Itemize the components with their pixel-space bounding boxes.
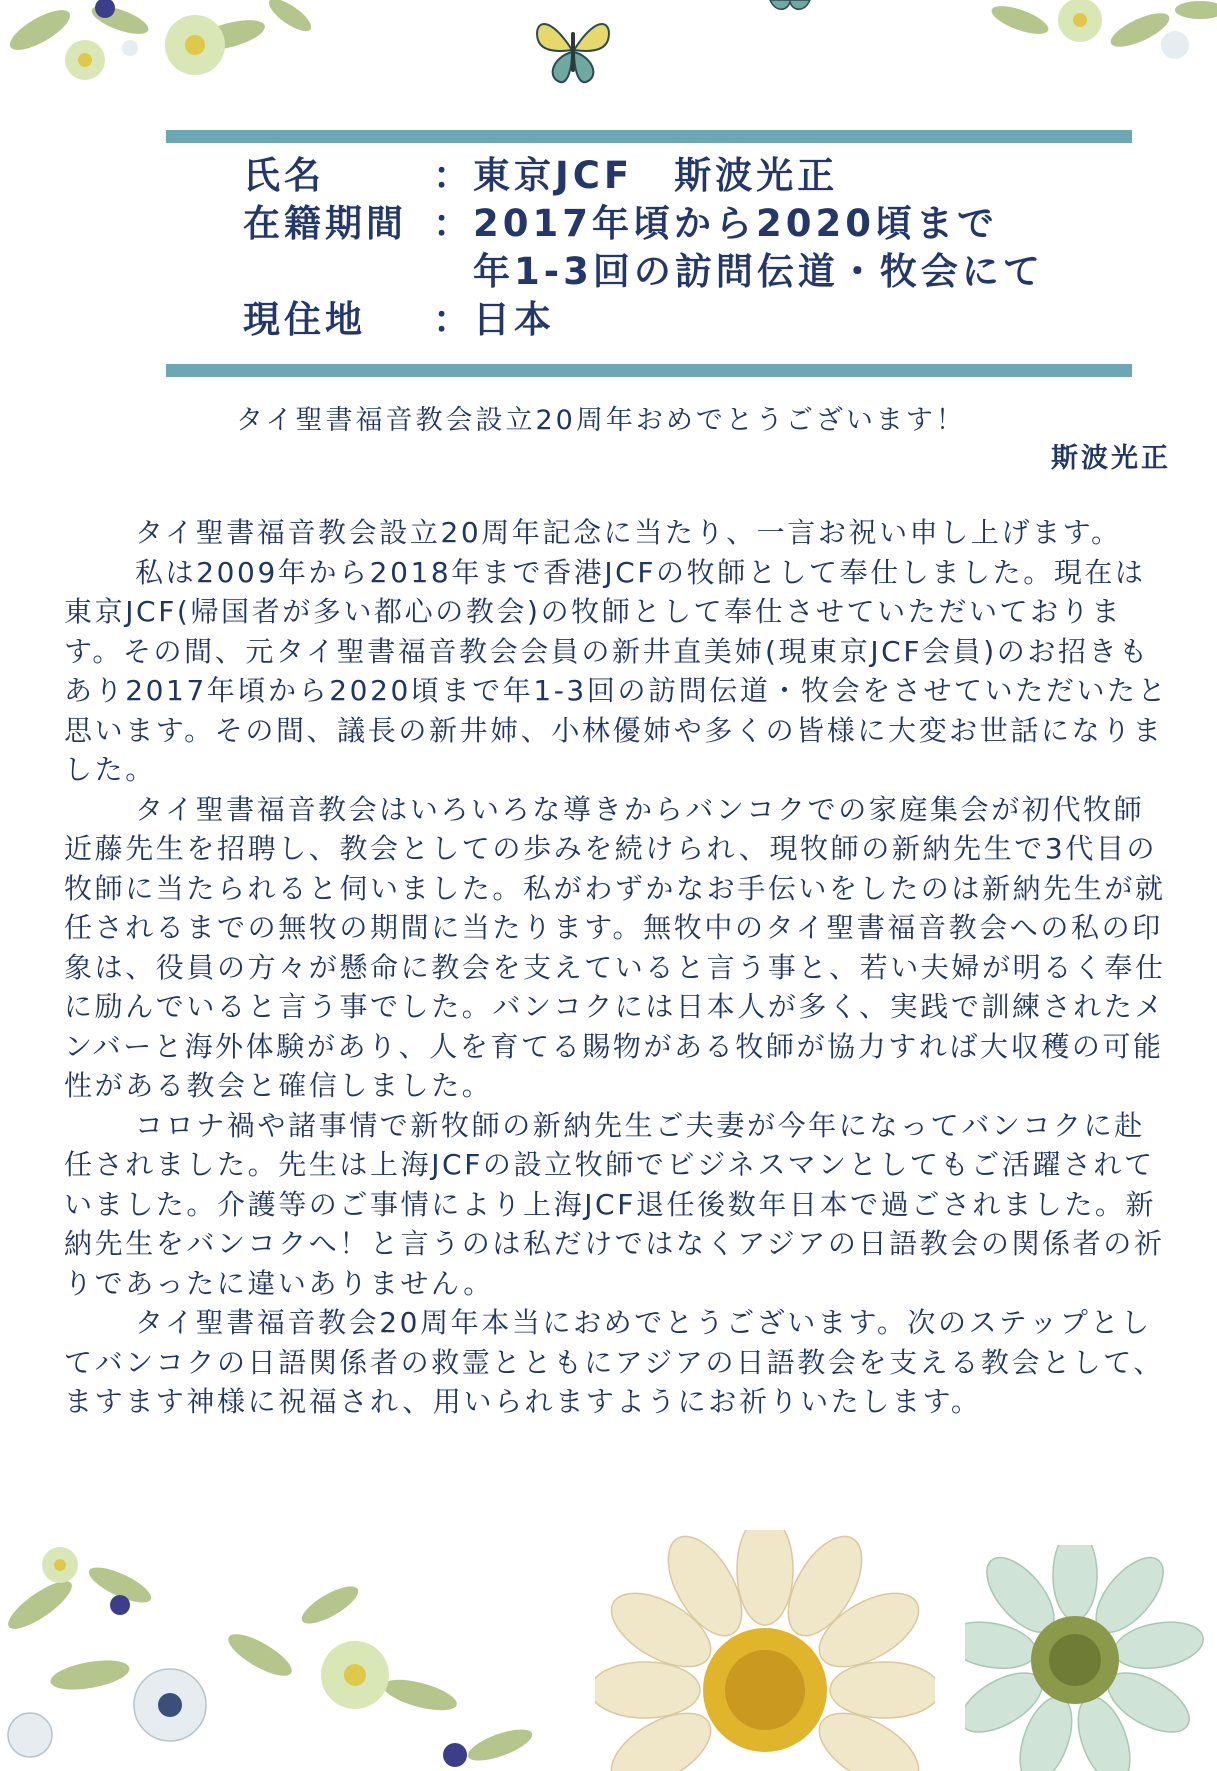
body-paragraph-3: タイ聖書福音教会はいろいろな導きからバンコクでの家庭集会が初代牧師近藤先生を招聘し、教会としての歩みを続けられ、現牧師の新納先生で3代目の牧師に当たられると伺いました。私がわずかなお手伝いをしたのは新納先生が就任されるまでの無牧の期間に当たります。無牧中のタイ聖書福音教会への私の印象は、役員の方々が懸命に教会を支えていると言う事と、若い夫婦が明るく奉仕に励んでいると言う事でした。バンコクには日本人が多く、実践で訓練されたメンバーと海外体験があり、人を育てる賜物がある牧師が協力すれば大収穫の可能性がある教会と確信しました。 [64,792,1166,1102]
letter-body [64,513,1174,1422]
body-paragraph-2: 私は2009年から2018年まで香港JCFの牧師として奉仕しました。現在は東京JCF(帰国者が多い都心の教会)の牧師として奉仕させていただいております。その間、元タイ聖書福音教会会員の新井直美姉(現東京JCF会員)のお招きもあり2017年頃から2020頃まで年1-3回の訪問伝道・牧会をさせていただいたと思います。その間、議長の新井姉、小林優姉や多くの皆様に大変お世話になりました。 [64,555,1169,786]
residence-row [243,296,1044,344]
top-right-flowers-icon [990,0,1217,70]
residence-label: 現住地 [243,298,366,341]
name-label: 氏名 [243,154,325,197]
top-left-flowers-icon [0,0,320,110]
profile-info-block [243,152,1044,344]
body-paragraph-1: タイ聖書福音教会設立20周年記念に当たり、一言お祝い申し上げます。 [135,516,1122,549]
small-butterfly-icon [765,0,815,14]
name-row [243,152,1044,200]
header-bottom-rule [166,364,1132,377]
name-separator: ： [433,154,474,197]
body-paragraph-4: コロナ禍や諸事情で新牧師の新納先生ご夫妻が今年になってバンコクに赴任されました。先生は上海JCFの設立牧師でビジネスマンとしてもご活躍されていました。介護等のご事情により上海JCF退任後数年日本で過ごされました。新納先生をバンコクへ！と言うのは私だけではなくアジアの日語教会の関係者の祈りであったに違いありません。 [64,1108,1165,1300]
body-paragraph-5: タイ聖書福音教会20周年本当におめでとうございます。次のステップとしてバンコクの日語関係者の救霊とともにアジアの日語教会を支える教会として、ますます神様に祝福され、用いられますようにお祈りいたします。 [64,1306,1164,1418]
residence-separator: ： [433,298,474,341]
header-top-rule [166,130,1132,143]
period-label: 在籍期間 [243,202,407,245]
residence-value: 日本 [473,298,555,341]
butterfly-icon [528,12,618,87]
congratulation-heading: タイ聖書福音教会設立20周年おめでとうございます！ [236,405,966,436]
cream-daisy-icon [595,1530,935,1771]
period-continuation-row [243,248,1044,296]
period-row [243,200,1044,248]
bottom-left-flowers-icon [0,1545,560,1771]
period-value: 2017年頃から2020頃まで [473,202,998,245]
author-signature: 斯波光正 [1051,443,1171,474]
period-value-continued: 年1-3回の訪問伝道・牧会にて [473,250,1044,293]
mint-daisy-icon [965,1545,1217,1771]
name-value: 東京JCF 斯波光正 [473,154,839,197]
period-separator: ： [433,202,474,245]
